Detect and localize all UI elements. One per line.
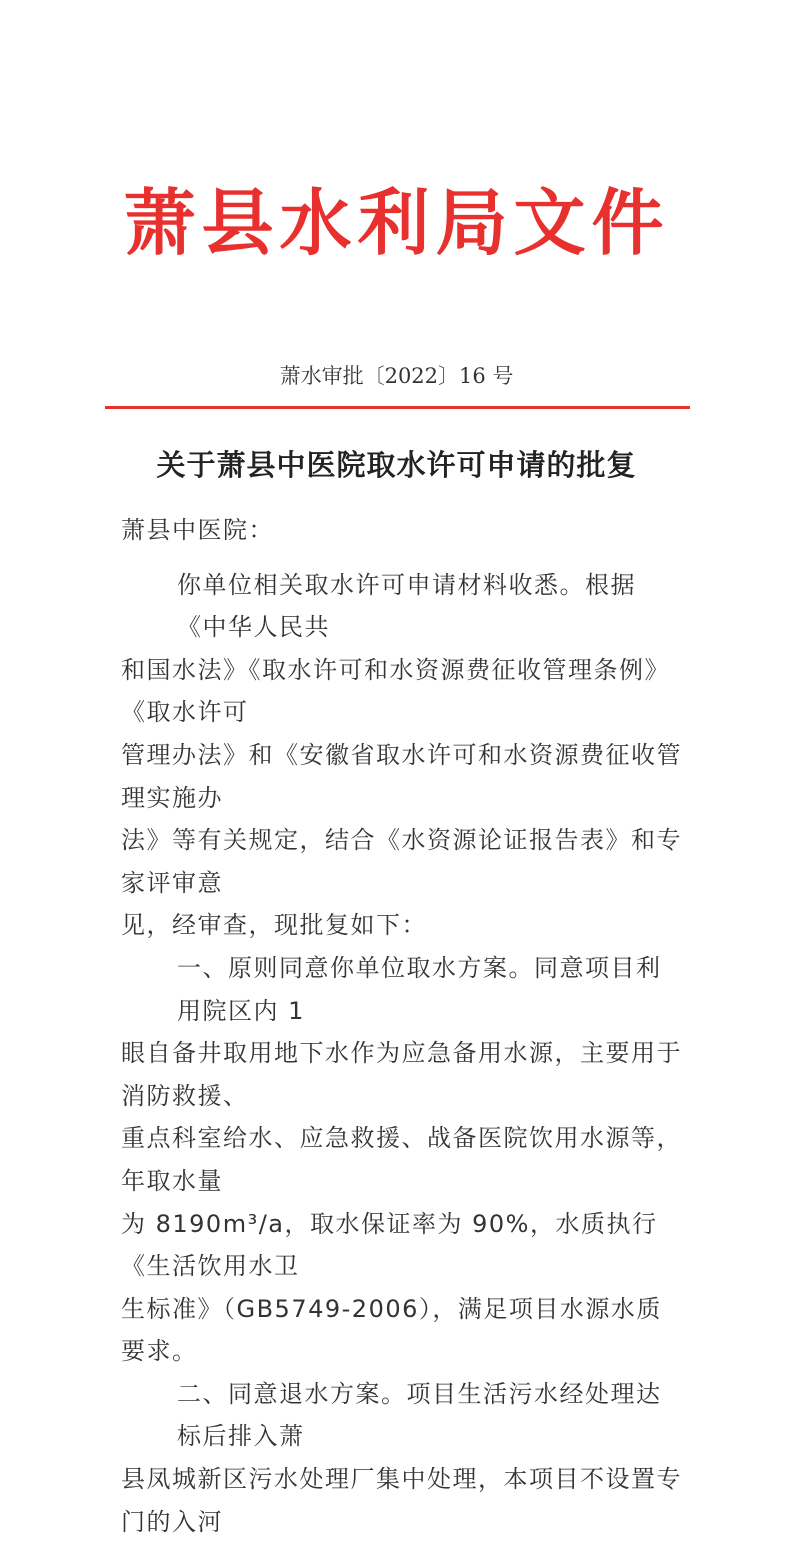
body-line: 你单位相关取水许可申请材料收悉。根据《中华人民共 [177,570,636,642]
body-line: 法》等有关规定，结合《水资源论证报告表》和专家评审意 [121,826,682,897]
document-title: 关于萧县中医院取水许可申请的批复 [156,448,637,482]
body-line: 重点科室给水、应急救援、战备医院饮用水源等，年取水量 [121,1124,682,1195]
document-body [121,509,686,1543]
body-line: 见，经审查，现批复如下： [121,911,427,940]
body-line: 管理办法》和《安徽省取水许可和水资源费征收管理实施办 [121,740,682,812]
body-line: 二、同意退水方案。项目生活污水经处理达标后排入萧 [177,1379,662,1451]
body-line: 生标准》（GB5749-2006），满足项目水源水质要求。 [121,1294,662,1366]
issuer-header: 萧县水利局文件 [123,180,670,265]
salutation: 萧县中医院： [121,516,274,544]
red-divider [105,406,690,409]
body-line: 和国水法》《取水许可和水资源费征收管理条例》《取水许可 [121,655,670,727]
body-line: 眼自备井取用地下水作为应急备用水源，主要用于消防救援、 [121,1039,682,1110]
document-number: 萧水审批〔2022〕16 号 [279,364,514,388]
body-line: 县凤城新区污水处理厂集中处理，本项目不设置专门的入河 [121,1465,682,1536]
body-line: 为 8190m³/a，取水保证率为 90%，水质执行《生活饮用水卫 [121,1209,658,1281]
body-line: 一、原则同意你单位取水方案。同意项目利用院区内 1 [177,953,662,1025]
